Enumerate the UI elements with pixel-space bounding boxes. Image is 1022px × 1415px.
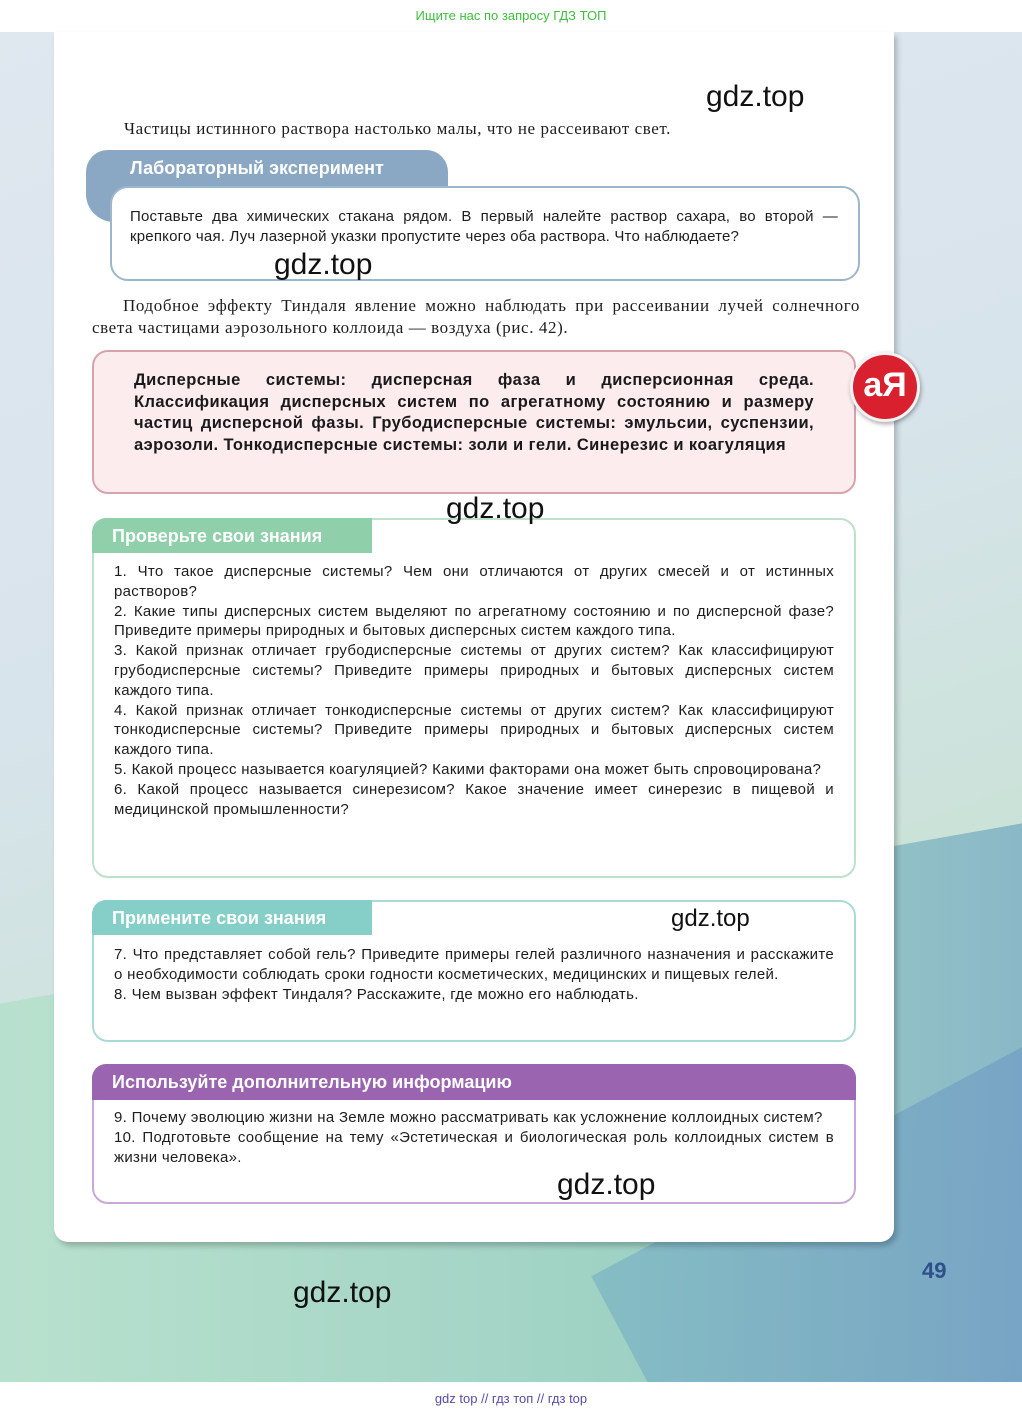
apply-question-list bbox=[114, 945, 834, 1004]
key-concepts-text: Дисперсные системы: дисперсная фаза и дисперсионная среда. Классификация дисперсных систем по агрегатному состоянию и размеру частиц дисперсной фазы. Грубодисперсные системы: эмульсии, суспензии, аэрозоли. Тонкодисперсные системы: золи и гели. Синерезис и коагуляция bbox=[134, 371, 814, 454]
watermark: gdz.top bbox=[671, 905, 750, 932]
lab-section-title: Лабораторный эксперимент bbox=[130, 158, 384, 178]
check-section-title: Проверьте свои знания bbox=[112, 526, 323, 546]
question-item: 2. Какие типы дисперсных систем выделяют по агрегатному состоянию и по дисперсной фазе? Приведите примеры природных и бытовых дисперсных систем каждого типа. bbox=[114, 602, 834, 640]
check-question-list bbox=[114, 562, 834, 819]
key-concepts-icon: аЯ bbox=[850, 352, 920, 422]
footer-links[interactable]: gdz top // гдз топ // гдз top bbox=[0, 1382, 1022, 1415]
question-item: 7. Что представляет собой гель? Приведите примеры гелей различного назначения и расскажите о необходимости соблюдать сроки годности косметических, медицинских и пищевых гелей. bbox=[114, 946, 834, 983]
question-item: 5. Какой процесс называется коагуляцией? Какими факторами она может быть спровоцирована? bbox=[114, 760, 822, 778]
watermark: gdz.top bbox=[557, 1168, 656, 1201]
page-number: 49 bbox=[922, 1258, 947, 1283]
question-item: 9. Почему эволюцию жизни на Земле можно рассматривать как усложнение коллоидных систем? bbox=[114, 1109, 823, 1126]
watermark: gdz.top bbox=[274, 248, 373, 281]
question-item: 6. Какой процесс называется синерезисом? Какое значение имеет синерезис в пищевой и медицинской промышленности? bbox=[114, 780, 834, 818]
extra-question-list bbox=[114, 1108, 834, 1167]
question-item: 10. Подготовьте сообщение на тему «Эстетическая и биологическая роль коллоидных систем в жизни человека». bbox=[114, 1128, 834, 1166]
top-banner[interactable]: Ищите нас по запросу ГДЗ ТОП bbox=[0, 0, 1022, 32]
watermark: gdz.top bbox=[706, 80, 805, 113]
extra-section-title: Используйте дополнительную информацию bbox=[112, 1072, 512, 1092]
watermark: gdz.top bbox=[293, 1276, 392, 1309]
question-item: 8. Чем вызван эффект Тиндаля? Расскажите, где можно его наблюдать. bbox=[114, 985, 639, 1003]
question-item: 3. Какой признак отличает грубодисперсные системы от других систем? Как классифицируют грубодисперсные системы? Приведите примеры природных и бытовых дисперсных систем каждого типа. bbox=[114, 642, 834, 699]
question-item: 4. Какой признак отличает тонкодисперсные системы от других систем? Как классифицируют тонкодисперсные системы? Приведите примеры природных и бытовых дисперсных систем каждого типа. bbox=[114, 701, 834, 759]
apply-section-title: Примените свои знания bbox=[112, 908, 327, 928]
intro-paragraph: Частицы истинного раствора настолько малы, что не рассеивают свет. bbox=[124, 119, 672, 138]
tyndall-paragraph: Подобное эффекту Тиндаля явление можно наблюдать при рассеивании лучей солнечного света частицами аэрозольного коллоида — воздуха (рис. 42). bbox=[92, 296, 860, 337]
question-item: 1. Что такое дисперсные системы? Чем они отличаются от других смесей и от истинных растворов? bbox=[114, 563, 834, 600]
watermark: gdz.top bbox=[446, 492, 545, 525]
lab-section-text: Поставьте два химических стакана рядом. В первый налейте раствор сахара, во второй — крепкого чая. Луч лазерной указки пропустите через оба раствора. Что наблюдаете? bbox=[130, 208, 838, 245]
